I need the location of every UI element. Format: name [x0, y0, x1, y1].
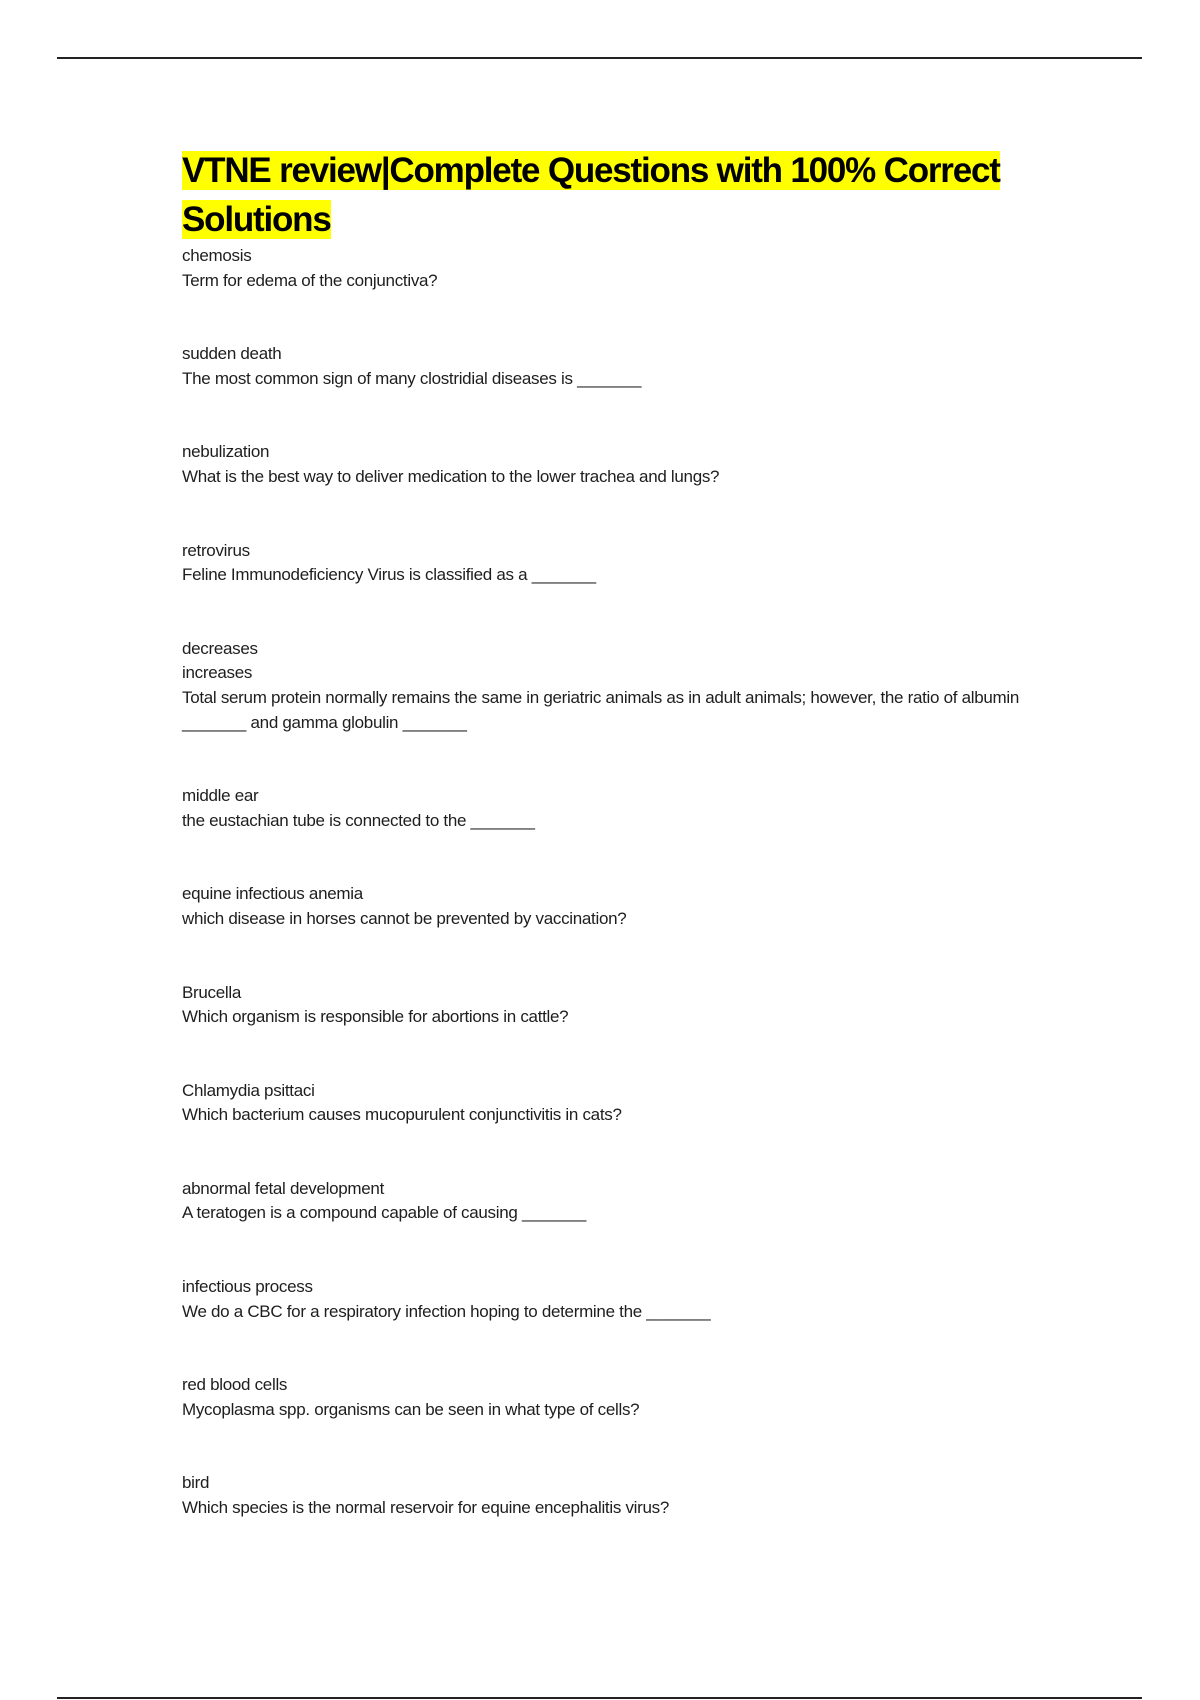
- question-text: Total serum protein normally remains the same in geriatric animals as in adult animals; however, the ratio of albumin _______ and gamma globulin _______: [182, 687, 1024, 732]
- question-text: Which species is the normal reservoir for equine encephalitis virus?: [182, 1498, 669, 1518]
- qa-entry: [182, 1373, 1032, 1422]
- qa-entry: [182, 637, 1032, 735]
- answer-text: chemosis: [182, 246, 252, 265]
- qa-entry: [182, 1079, 1032, 1128]
- qa-entry: [182, 981, 1032, 1030]
- question-text: A teratogen is a compound capable of causing _______: [182, 1203, 587, 1223]
- header-rule: [57, 57, 1142, 59]
- question-text: We do a CBC for a respiratory infection hoping to determine the _______: [182, 1301, 711, 1321]
- question-text: Which organism is responsible for abortions in cattle?: [182, 1007, 569, 1027]
- answer-text: equine infectious anemia: [182, 884, 363, 904]
- answer-text: sudden death: [182, 344, 282, 364]
- question-text: Mycoplasma spp. organisms can be seen in what type of cells?: [182, 1399, 640, 1419]
- title-highlight: VTNE review|Complete Questions with 100% Correct Solutions: [182, 151, 1000, 239]
- question-text: Term for edema of the conjunctiva?: [182, 270, 438, 290]
- qa-entry: [182, 440, 1032, 489]
- answer-text: abnormal fetal development: [182, 1178, 384, 1198]
- answer-text: middle ear: [182, 786, 259, 806]
- qa-list: [182, 244, 1032, 1521]
- qa-entry: [182, 1275, 1032, 1324]
- answer-text: nebulization: [182, 442, 270, 462]
- answer-text: increases: [182, 663, 253, 683]
- question-text: Feline Immunodeficiency Virus is classified as a _______: [182, 565, 596, 585]
- answer-text: retrovirus: [182, 540, 250, 560]
- qa-entry: [182, 1177, 1032, 1226]
- qa-entry: [182, 342, 1032, 391]
- answer-text: bird: [182, 1473, 210, 1493]
- document-title: [182, 146, 1032, 244]
- qa-entry: [182, 882, 1032, 931]
- answer-text: red blood cells: [182, 1375, 288, 1395]
- footer-rule: [57, 1697, 1142, 1699]
- question-text: Which bacterium causes mucopurulent conjunctivitis in cats?: [182, 1105, 622, 1125]
- answer-text: Brucella: [182, 982, 242, 1002]
- qa-entry: [182, 539, 1032, 588]
- answer-text: decreases: [182, 638, 258, 658]
- question-text: the eustachian tube is connected to the _______: [182, 810, 535, 830]
- question-text: The most common sign of many clostridial diseases is _______: [182, 368, 642, 388]
- question-text: which disease in horses cannot be prevented by vaccination?: [182, 908, 627, 928]
- qa-entry: [182, 244, 1032, 293]
- answer-text: infectious process: [182, 1277, 313, 1297]
- document-body: [182, 146, 1032, 1570]
- qa-entry: [182, 784, 1032, 833]
- qa-entry: [182, 1471, 1032, 1520]
- question-text: What is the best way to deliver medication to the lower trachea and lungs?: [182, 466, 720, 486]
- answer-text: Chlamydia psittaci: [182, 1080, 315, 1100]
